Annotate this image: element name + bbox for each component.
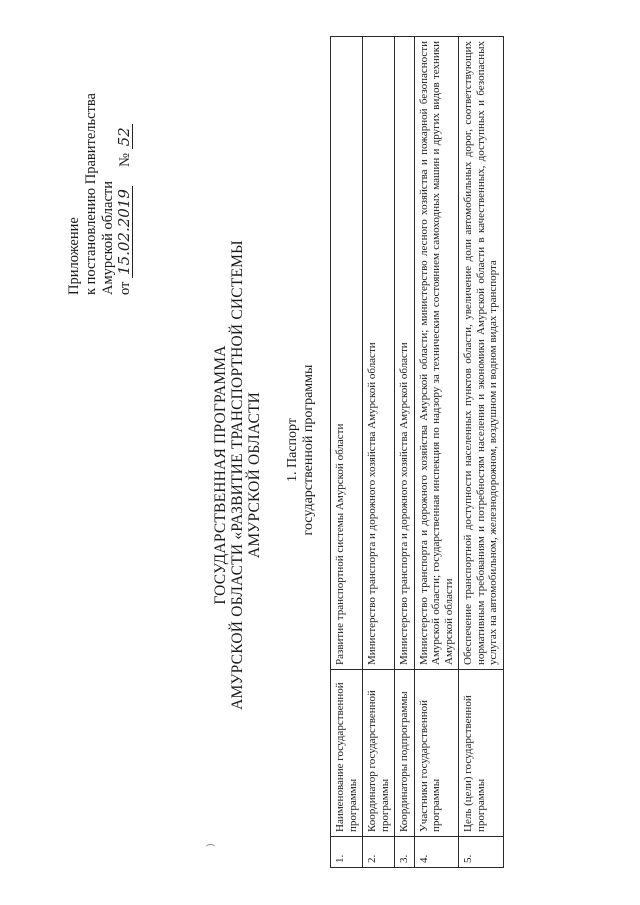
row-value: Министерство транспорта и дорожного хозяйства Амурской области (363, 37, 395, 670)
approval-line-3: Амурской области (100, 181, 116, 295)
table-row (459, 37, 504, 868)
row-label: Координатор государственной программы (363, 670, 395, 837)
row-number: 4. (414, 837, 459, 868)
title-line-2: АМУРСКОЙ ОБЛАСТИ «РАЗВИТИЕ ТРАНСПОРТНОЙ СИСТЕМЫ (229, 240, 246, 710)
row-number: 5. (459, 837, 504, 868)
title-line-1: ГОСУДАРСТВЕННАЯ ПРОГРАММА (212, 345, 229, 605)
approval-line-2: к постановлению Правительства (83, 93, 99, 295)
row-number: 3. (395, 837, 415, 868)
section-title: 1. Паспорт (285, 418, 300, 482)
approval-line-1: Приложение (66, 217, 82, 295)
program-title (212, 195, 263, 755)
number-sign: № (117, 152, 133, 167)
approval-block (66, 93, 134, 295)
passport-table (330, 36, 504, 868)
section-subtitle: государственной программы (301, 364, 316, 536)
section-heading (285, 300, 317, 600)
table-row (363, 37, 395, 868)
approval-date-line (117, 93, 134, 295)
handwritten-date: 15.02.2019 (117, 186, 133, 278)
row-value: Обеспечение транспортной доступности населенных пунктов области, увеличение доли автомобильных дорог, соответствующих нормативным требованиям и потребностям населения и экономики Амурской области в качественных, доступных и безопасных услугах на автомобильном, железнодорожном, воздушном и водном видах транспорта (459, 37, 504, 670)
row-label: Координаторы подпрограммы (395, 670, 415, 837)
table-row (395, 37, 415, 868)
title-line-3: АМУРСКОЙ ОБЛАСТИ (246, 391, 263, 559)
row-value: Министерство транспорта и дорожного хозяйства Амурской области; министерство лесного хозяйства и пожарной безопасности Амурской области; государственная инспекция по надзору за техническим состоянием самоходных машин и других видов техники Амурской области (414, 37, 459, 670)
row-value: Министерство транспорта и дорожного хозяйства Амурской области (395, 37, 415, 670)
date-prefix: от (117, 281, 133, 295)
table-row (331, 37, 363, 868)
row-number: 2. (363, 837, 395, 868)
row-label: Участники государственной программы (414, 670, 459, 837)
scan-mark: ) (205, 843, 216, 847)
row-label: Цель (цели) государственной программы (459, 670, 504, 837)
handwritten-number: 52 (117, 124, 133, 149)
row-value: Развитие транспортной системы Амурской области (331, 37, 363, 670)
row-number: 1. (331, 837, 363, 868)
row-label: Наименование государственной программы (331, 670, 363, 837)
table-row (414, 37, 459, 868)
